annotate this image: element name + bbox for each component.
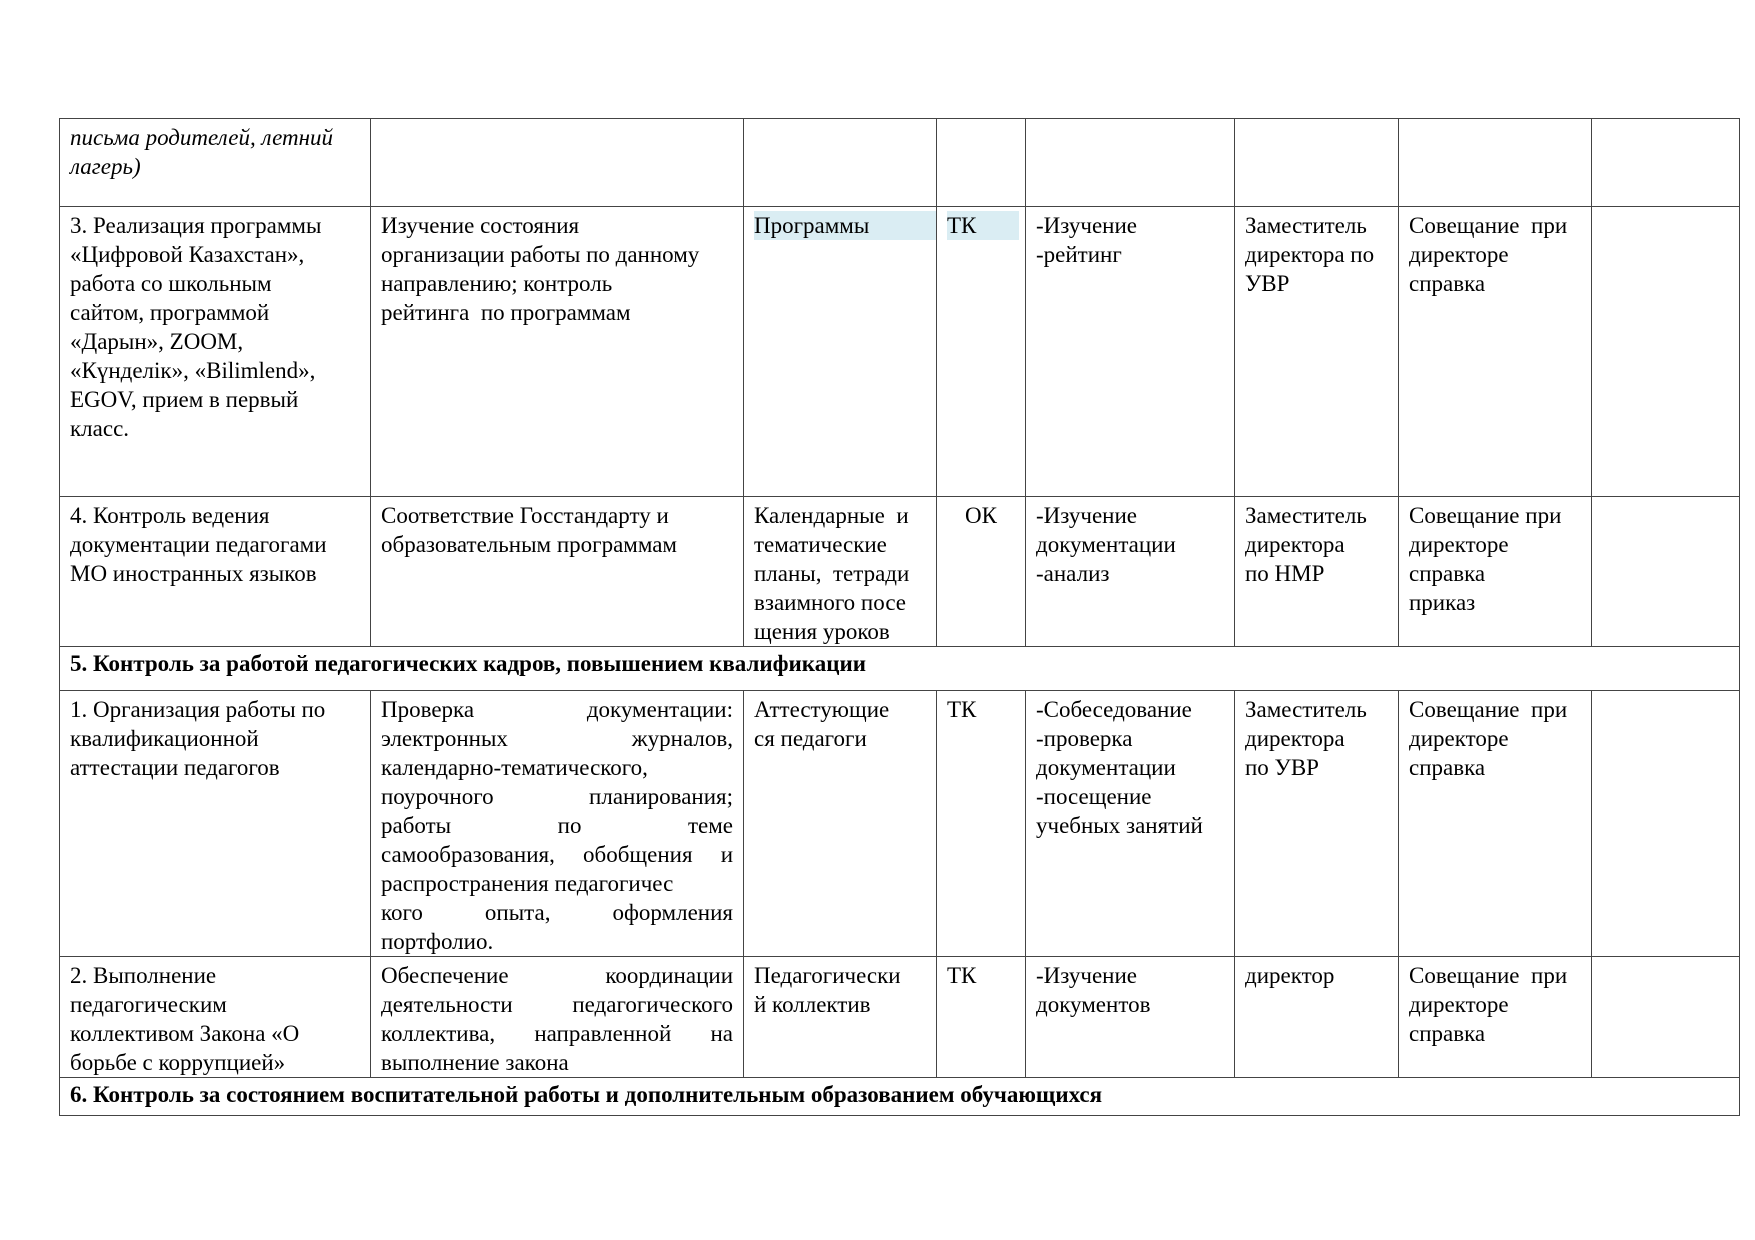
table-row	[60, 497, 1740, 647]
cell-text-line: Обеспечение координации	[381, 963, 733, 988]
cell-text-line: Совещание при	[1409, 963, 1568, 988]
cell-text-line: Программы	[754, 211, 937, 240]
cell-text-line: директора	[1245, 726, 1345, 751]
cell-text-line: организации работы по данному	[381, 242, 700, 267]
cell-text-line: ся педагоги	[754, 726, 867, 751]
cell-text-line: директоре	[1409, 726, 1509, 751]
cell-text-line: щения уроков	[754, 619, 890, 644]
table-cell	[371, 957, 744, 1078]
cell-text-line: Совещание при	[1409, 503, 1562, 528]
table-cell	[937, 497, 1026, 647]
cell-text-line: ТК	[947, 697, 977, 722]
table-cell	[744, 119, 937, 207]
cell-text-line: директора по	[1245, 242, 1375, 267]
table-cell	[60, 119, 371, 207]
cell-text-line: деятельности педагогического	[381, 992, 733, 1017]
table-row	[60, 691, 1740, 957]
cell-text-line: -Изучение	[1036, 963, 1137, 988]
cell-text-line: Заместитель	[1245, 697, 1367, 722]
cell-text-line: Совещание при	[1409, 213, 1568, 238]
table-row	[60, 957, 1740, 1078]
table-cell	[60, 207, 371, 497]
cell-text-line: рейтинга по программам	[381, 300, 631, 325]
table-cell	[60, 497, 371, 647]
cell-text-line: приказ	[1409, 590, 1476, 615]
table-cell	[1026, 691, 1235, 957]
cell-text-line: Соответствие Госстандарту и	[381, 503, 669, 528]
table-cell	[371, 691, 744, 957]
cell-text-line: «Күнделік», «Bilimlend»,	[70, 358, 316, 383]
cell-text-line: 2. Выполнение	[70, 963, 217, 988]
cell-text-line: -рейтинг	[1036, 242, 1122, 267]
table-cell	[937, 207, 1026, 497]
table-cell	[371, 497, 744, 647]
section-title: 5. Контроль за работой педагогических кадров, повышением квалификации	[60, 647, 1740, 691]
table-cell	[1026, 957, 1235, 1078]
cell-text-line: УВР	[1245, 271, 1290, 296]
cell-text-line: «Дарын», ZOOM,	[70, 329, 244, 354]
cell-text-line: директора	[1245, 532, 1345, 557]
cell-text-line: борьбе с коррупцией»	[70, 1050, 286, 1075]
cell-text-line: директоре	[1409, 242, 1509, 267]
cell-text-line: направлению; контроль	[381, 271, 613, 296]
cell-text-line: справка	[1409, 271, 1486, 296]
cell-text-line: класс.	[70, 416, 130, 441]
cell-text-line: портфолио.	[381, 929, 494, 954]
cell-text-line: 1. Организация работы по	[70, 697, 326, 722]
cell-text-line: Заместитель	[1245, 213, 1367, 238]
cell-text-line: ТК	[947, 211, 1019, 240]
cell-text-line: -анализ	[1036, 561, 1110, 586]
control-plan-table	[59, 118, 1740, 1116]
cell-text-line: аттестации педагогов	[70, 755, 280, 780]
table-cell	[1235, 497, 1399, 647]
cell-text-line: -Изучение	[1036, 503, 1137, 528]
table-cell	[1592, 207, 1740, 497]
table-body	[60, 119, 1740, 1116]
cell-text-line: -Собеседование	[1036, 697, 1192, 722]
cell-text-line: директор	[1245, 963, 1335, 988]
cell-text-line: -посещение	[1036, 784, 1152, 809]
cell-text-line: ОК	[965, 503, 997, 528]
cell-text-line: -Изучение	[1036, 213, 1137, 238]
cell-text-line: Педагогически	[754, 963, 901, 988]
cell-text-line: календарно-тематического,	[381, 755, 648, 780]
cell-text-line: тематические	[754, 532, 887, 557]
cell-text-line: сайтом, программой	[70, 300, 270, 325]
cell-text-line: электронных журналов,	[381, 726, 733, 751]
table-cell	[937, 119, 1026, 207]
cell-text-line: кого опыта, оформления	[381, 900, 733, 925]
table-cell	[1235, 957, 1399, 1078]
table-cell	[744, 207, 937, 497]
table-cell	[937, 691, 1026, 957]
table-cell	[1592, 691, 1740, 957]
table-cell	[1235, 119, 1399, 207]
cell-text-line: «Цифровой Казахстан»,	[70, 242, 305, 267]
table-cell	[937, 957, 1026, 1078]
cell-text-line: -проверка	[1036, 726, 1133, 751]
table-cell	[1235, 207, 1399, 497]
cell-text-line: Заместитель	[1245, 503, 1367, 528]
cell-text-line: 4. Контроль ведения	[70, 503, 270, 528]
section-header-row	[60, 1078, 1740, 1116]
table-cell	[744, 957, 937, 1078]
cell-text-line: Календарные и	[754, 503, 909, 528]
cell-text-line: педагогическим	[70, 992, 227, 1017]
table-cell	[1399, 497, 1592, 647]
table-cell	[1399, 957, 1592, 1078]
table-cell	[744, 497, 937, 647]
table-row	[60, 207, 1740, 497]
cell-text-line: документации	[1036, 755, 1176, 780]
cell-text-line: коллектива, направленной на	[381, 1021, 733, 1046]
cell-text-line: директоре	[1409, 532, 1509, 557]
cell-text-line: работы по теме	[381, 813, 733, 838]
cell-text-line: учебных занятий	[1036, 813, 1203, 838]
cell-text-line: коллективом Закона «О	[70, 1021, 300, 1046]
cell-text-line: Совещание при	[1409, 697, 1568, 722]
table-cell	[1026, 497, 1235, 647]
table-cell	[1592, 957, 1740, 1078]
cell-text-line: EGOV, прием в первый	[70, 387, 299, 412]
table-cell	[60, 691, 371, 957]
cell-text-line: письма родителей, летний	[70, 125, 334, 150]
cell-text-line: по НМР	[1245, 561, 1325, 586]
cell-text-line: квалификационной	[70, 726, 259, 751]
cell-text-line: ТК	[947, 963, 977, 988]
cell-text-line: справка	[1409, 755, 1486, 780]
table-cell	[1592, 119, 1740, 207]
cell-text-line: образовательным программам	[381, 532, 677, 557]
cell-text-line: поурочного планирования;	[381, 784, 733, 809]
table-cell	[1399, 119, 1592, 207]
cell-text-line: Аттестующие	[754, 697, 890, 722]
cell-text-line: документации педагогами	[70, 532, 327, 557]
cell-text-line: справка	[1409, 1021, 1486, 1046]
cell-text-line: директоре	[1409, 992, 1509, 1017]
cell-text-line: Проверка документации:	[381, 697, 733, 722]
cell-text-line: документации	[1036, 532, 1176, 557]
cell-text-line: МО иностранных языков	[70, 561, 317, 586]
cell-text-line: Изучение состояния	[381, 213, 580, 238]
cell-text-line: выполнение закона	[381, 1050, 569, 1075]
cell-text-line: самообразования, обобщения и	[381, 842, 733, 867]
cell-text-line: планы, тетради	[754, 561, 910, 586]
table-cell	[1399, 691, 1592, 957]
table-cell	[60, 957, 371, 1078]
cell-text-line: документов	[1036, 992, 1151, 1017]
table-row	[60, 119, 1740, 207]
cell-text-line: распространения педагогичес	[381, 871, 674, 896]
cell-text-line: 3. Реализация программы	[70, 213, 322, 238]
table-cell	[1026, 119, 1235, 207]
table-cell	[744, 691, 937, 957]
table-cell	[1399, 207, 1592, 497]
cell-text-line: справка	[1409, 561, 1486, 586]
table-cell	[1592, 497, 1740, 647]
cell-text-line: работа со школьным	[70, 271, 272, 296]
section-title: 6. Контроль за состоянием воспитательной работы и дополнительным образованием обучающихся	[60, 1078, 1740, 1116]
cell-text-line: лагерь)	[70, 154, 141, 179]
table-cell	[1026, 207, 1235, 497]
table-cell	[1235, 691, 1399, 957]
section-header-row	[60, 647, 1740, 691]
cell-text-line: й коллектив	[754, 992, 871, 1017]
cell-text-line: взаимного посе	[754, 590, 907, 615]
table-cell	[371, 207, 744, 497]
cell-text-line: по УВР	[1245, 755, 1319, 780]
table-cell	[371, 119, 744, 207]
